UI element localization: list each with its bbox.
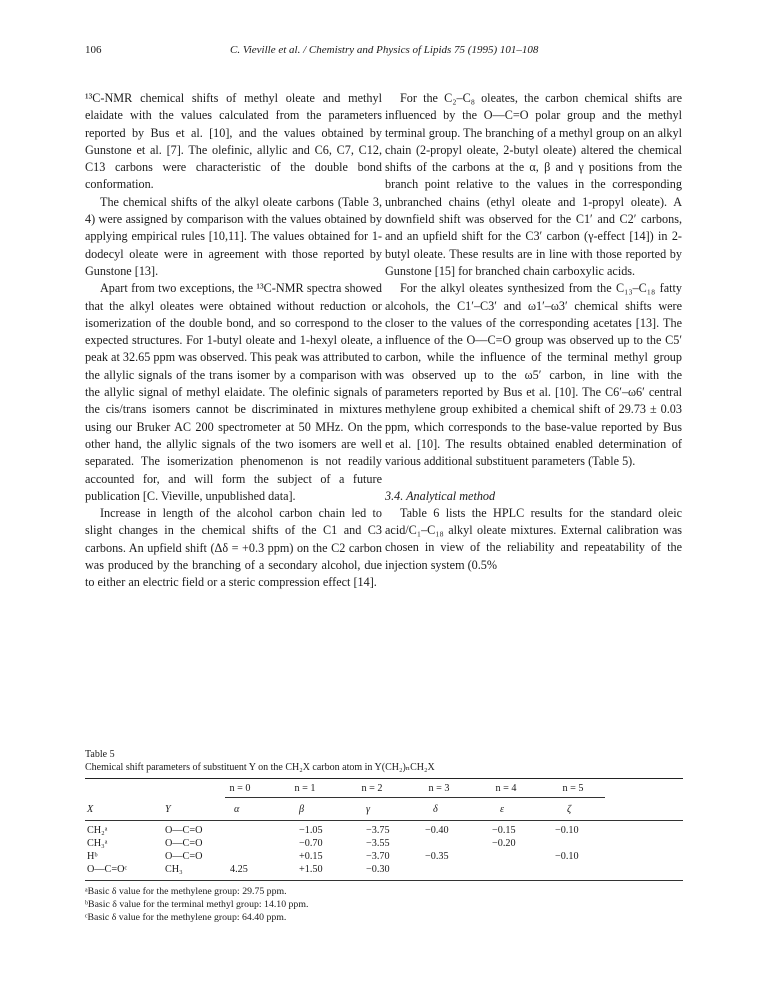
table-header-n: n = 2 [361,783,383,794]
table-header-y: Y [165,804,171,815]
table-cell-x: CH₃ᵃ [87,838,108,849]
table-header-n: n = 1 [294,783,316,794]
paragraph: For the C₂–C₈ oleates, the carbon chemical shifts are influenced by the O—C=O polar group and the methyl terminal group. The branching of a methyl group on an alkyl chain (2-propyl oleate, 2-butyl oleate) altered the chemical shifts of the carbons at the α, β and γ positions from the branch point relative to the values in the corresponding unbranched chains (ethyl oleate and 1-propyl oleate). A downfield shift was observed for the C1′ and C2′ carbons, and an upfield shift for the C3′ carbon (γ-effect [14]) in 2-butyl oleate. These results are in line with those reported by Gunstone [15] for branched chain carboxylic acids. [385,91,682,278]
paragraph: ¹³C-NMR chemical shifts of methyl oleate and methyl elaidate with the values calculated from the parameters reported by Bus et al. [10], and the values obtained by Gunstone et al. [7]. The olefinic, allylic and C6, C7, C12, C13 carbons were characteristic of the double bond conformation. [85,91,382,192]
table-cell: −0.30 [366,864,390,875]
table-subheader-rule [225,797,605,798]
table-cell: −0.10 [555,851,579,862]
table-footnote: ᵃBasic δ value for the methylene group: 29.75 ppm. [85,886,287,897]
table-cell: −0.10 [555,825,579,836]
paragraph: Table 6 lists the HPLC results for the standard oleic acid/C₁–C₁₈ alkyl oleate mixtures. External calibration was chosen in view of the reliability and repeatability of the injection system (0.5% [385,505,682,572]
table-cell: +1.50 [299,864,323,875]
table-cell-x: CH₂ᵃ [87,825,108,836]
table-header-greek: δ [433,804,438,815]
table-header-greek: β [299,804,305,815]
right-column [385,90,682,574]
table-cell: −3.55 [366,838,390,849]
table-cell: −1.05 [299,825,323,836]
paragraph: Increase in length of the alcohol carbon chain led to slight changes in the chemical shifts of the C1 and C3 carbons. An upfield shift (Δδ = +0.3 ppm) on the C2 carbon was produced by the branching of a secondary alcohol, due to either an electric field or a steric compression effect [14]. [85,506,382,590]
table-header-rule [85,820,683,821]
table-caption: Chemical shift parameters of substituent Y on the CH₂X carbon atom in Y(CH₂)ₙCH₂X [85,762,435,773]
paragraph: For the alkyl oleates synthesized from the C₁₃–C₁₈ fatty alcohols, the C1′–C3′ and ω1′–ω3′ chemical shifts were closer to the values of the corresponding acetates [13]. The influence of the O—C=O group was observed up to the C5′ carbon, while the influence of the terminal methyl group was observed up to the ω5′ carbon, in line with the parameters reported by Bus et al. [10]. The C6′–ω6′ central methylene group exhibited a chemical shift of 29.73 ± 0.03 ppm, which corresponds to the base-value reported by Bus et al. [10]. The results obtained enabled determination of various additional substituent parameters (Table 5). [385,281,682,469]
table-cell: +0.15 [299,851,323,862]
table-cell: −3.70 [366,851,390,862]
table-bottom-rule [85,880,683,881]
paragraph: Apart from two exceptions, the ¹³C-NMR spectra showed that the alkyl oleates were obtained without reduction or isomerization of the double bond, and so correspond to the expected structures. For 1-butyl oleate and 1-hexyl oleate, a peak at 32.65 ppm was observed. This peak was attributed to the allylic signals of the trans isomer by a comparison with the allylic signal of methyl elaidate. The olefinic signals of the cis/trans isomers cannot be discriminated in mixtures using our Bruker AC 200 spectrometer at 50 MHz. On the other hand, the allylic signals of the two isomers are well separated. The isomerization phenomenon is not readily accounted for, and will form the subject of a future publication [C. Vieville, unpublished data]. [85,281,382,503]
table-header-n: n = 3 [428,783,450,794]
table-header-greek: α [234,804,240,815]
table-cell-y: CH₃ [165,864,183,875]
table-cell: 4.25 [230,864,248,875]
table-footnote: ᶜBasic δ value for the methylene group: 64.40 ppm. [85,912,287,923]
table-cell-y: O—C=O [165,825,203,836]
left-column [85,90,382,592]
table-cell: −0.40 [425,825,449,836]
page-number: 106 [85,44,102,56]
table-footnote: ᵇBasic δ value for the terminal methyl group: 14.10 ppm. [85,899,309,910]
table-cell: −0.70 [299,838,323,849]
table-cell-y: O—C=O [165,851,203,862]
table-label: Table 5 [85,749,115,760]
table-cell: −0.35 [425,851,449,862]
table-cell: −0.15 [492,825,516,836]
table-cell-y: O—C=O [165,838,203,849]
table-cell: −0.20 [492,838,516,849]
paragraph: The chemical shifts of the alkyl oleate carbons (Table 3, 4) were assigned by comparison with the values obtained by applying empirical rules [10,11]. The values obtained for 1-dodecyl oleate were in agreement with those reported by Gunstone [13]. [85,194,382,278]
table-header-greek: ε [500,804,505,815]
section-heading: 3.4. Analytical method [385,488,496,503]
table-header-n: n = 4 [495,783,517,794]
table-top-rule [85,778,683,779]
table-header-n: n = 0 [229,783,251,794]
table-header-greek: ζ [567,804,572,815]
running-head: C. Vieville et al. / Chemistry and Physics of Lipids 75 (1995) 101–108 [230,44,539,56]
table-cell-x: Hᵇ [87,851,98,862]
table-cell-x: O—C=Oᶜ [87,864,128,875]
table-header-x: X [87,804,94,815]
table-header-greek: γ [366,804,371,815]
table-header-n: n = 5 [562,783,584,794]
table-cell: −3.75 [366,825,390,836]
